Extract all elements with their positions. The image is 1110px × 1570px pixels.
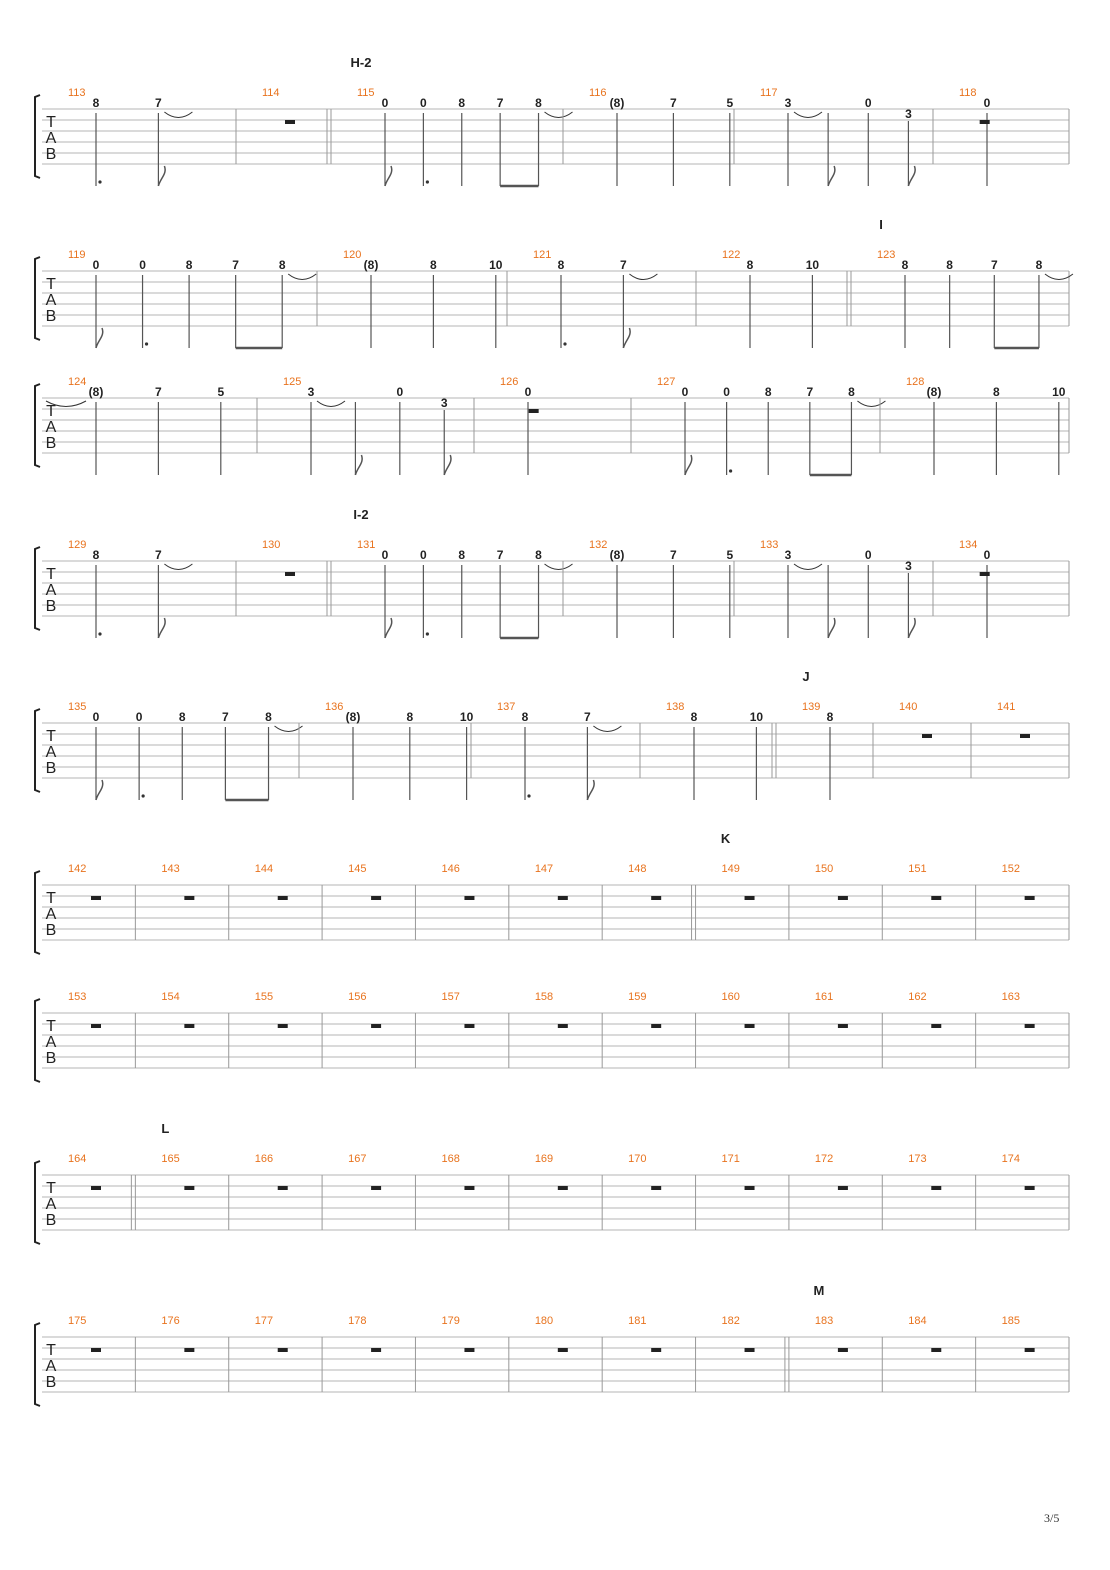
rest-mark: [980, 572, 990, 576]
tab-system: [35, 831, 1069, 954]
fret-number: 0: [381, 96, 389, 110]
measure-number: 128: [906, 376, 925, 388]
rest-mark: [651, 1024, 661, 1028]
measure-number: 171: [721, 1153, 740, 1165]
measure-number: 122: [722, 249, 741, 261]
fret-number: (8): [609, 548, 625, 562]
fret-number: 5: [726, 96, 734, 110]
fret-number: 0: [420, 96, 427, 110]
tab-clef-letter: B: [45, 922, 57, 939]
rest-mark: [745, 1186, 755, 1190]
measure-number: 127: [657, 376, 676, 388]
fret-number: (8): [926, 385, 942, 399]
rhythm-dot: [142, 794, 145, 797]
rhythm-dot: [426, 180, 429, 183]
tab-clef-letter: T: [46, 403, 56, 420]
fret-number: 7: [496, 96, 504, 110]
rhythm-dot: [145, 342, 148, 345]
measure-number: 117: [760, 87, 778, 99]
rest-mark: [184, 1348, 194, 1352]
rhythm-dot: [98, 180, 101, 183]
measure-number: 172: [814, 1153, 834, 1165]
tie-arc: [794, 564, 822, 570]
measure-number: 142: [68, 863, 87, 875]
fret-number: 7: [990, 258, 998, 272]
tab-clef-letter: B: [45, 1374, 57, 1391]
fret-number: 3: [905, 559, 912, 573]
fret-number: 3: [440, 396, 448, 410]
measure-number: 149: [721, 863, 740, 875]
measure-number: 133: [760, 539, 779, 551]
system-bracket: [35, 1161, 40, 1244]
fret-number: 8: [557, 258, 565, 272]
rest-mark: [278, 1186, 288, 1190]
measure-number: 163: [1001, 991, 1020, 1003]
tab-clef-letter: B: [45, 598, 57, 615]
tab-clef-letter: T: [46, 1342, 56, 1359]
note-flag: [685, 455, 692, 475]
system-bracket: [35, 95, 40, 178]
measure-number: 161: [814, 991, 834, 1003]
rest-mark: [931, 1024, 941, 1028]
rhythm-dot: [98, 632, 101, 635]
rest-mark: [464, 1186, 474, 1190]
tab-clef-letter: T: [46, 114, 56, 131]
measure-number: 145: [348, 863, 367, 875]
note-flag: [828, 166, 835, 186]
rest-mark: [91, 1186, 101, 1190]
system-bracket: [35, 709, 40, 792]
measure-number: 174: [1001, 1153, 1020, 1165]
measure-number: 146: [441, 863, 460, 875]
rest-mark: [285, 120, 295, 124]
tab-clef-letter: T: [46, 276, 56, 293]
measure-number: 125: [283, 376, 302, 388]
tab-clef-letter: A: [45, 1196, 57, 1213]
measure-number: 141: [997, 701, 1016, 713]
tab-system: [35, 376, 1069, 475]
rest-mark: [91, 1024, 101, 1028]
measure-number: 115: [357, 87, 375, 99]
fret-number: 0: [92, 710, 100, 724]
section-marker: I-2: [353, 507, 369, 522]
measure-number: 144: [254, 863, 274, 875]
fret-number: 8: [848, 385, 855, 399]
measure-number: 168: [441, 1153, 460, 1165]
note-flag: [444, 455, 451, 475]
measure-number: 130: [262, 539, 281, 551]
rest-mark: [745, 1024, 755, 1028]
fret-number: 7: [232, 258, 239, 272]
note-flag: [623, 328, 630, 348]
rest-mark: [371, 896, 381, 900]
rest-mark: [931, 896, 941, 900]
tie-arc: [593, 726, 621, 732]
measure-number: 173: [908, 1153, 927, 1165]
measure-number: 185: [1001, 1315, 1020, 1327]
fret-number: 0: [524, 385, 532, 399]
fret-number: 8: [1035, 258, 1043, 272]
measure-number: 119: [68, 249, 86, 261]
tie-arc: [164, 564, 192, 570]
tab-clef-letter: A: [45, 130, 57, 147]
note-flag: [158, 618, 165, 638]
section-marker: K: [720, 831, 731, 846]
measure-number: 177: [254, 1315, 274, 1327]
note-flag: [828, 618, 835, 638]
fret-number: 3: [905, 107, 912, 121]
measure-number: 126: [500, 376, 519, 388]
fret-number: 0: [135, 710, 143, 724]
fret-number: 7: [155, 385, 162, 399]
rest-mark: [931, 1186, 941, 1190]
fret-number: 7: [670, 96, 677, 110]
tie-arc: [317, 401, 345, 407]
measure-number: 147: [534, 863, 554, 875]
note-flag: [385, 166, 392, 186]
fret-number: 8: [746, 258, 754, 272]
tab-clef-letter: A: [45, 744, 57, 761]
fret-number: 0: [92, 258, 100, 272]
measure-number: 139: [802, 701, 821, 713]
measure-number: 143: [161, 863, 180, 875]
rhythm-dot: [426, 632, 429, 635]
rest-mark: [529, 409, 539, 413]
measure-number: 137: [497, 701, 516, 713]
rest-mark: [184, 1186, 194, 1190]
rest-mark: [184, 896, 194, 900]
rest-mark: [745, 1348, 755, 1352]
system-bracket: [35, 999, 40, 1082]
fret-number: 7: [670, 548, 677, 562]
measure-number: 134: [959, 539, 978, 551]
system-bracket: [35, 871, 40, 954]
fret-number: 8: [430, 258, 437, 272]
tab-system: [35, 55, 1069, 186]
fret-number: (8): [88, 385, 104, 399]
measure-number: 124: [68, 376, 87, 388]
rest-mark: [558, 1024, 568, 1028]
measure-number: 179: [441, 1315, 460, 1327]
fret-number: 0: [864, 548, 872, 562]
measure-number: 153: [68, 991, 87, 1003]
system-bracket: [35, 1323, 40, 1406]
tab-system: [35, 991, 1069, 1082]
measure-number: 151: [908, 863, 927, 875]
fret-number: 3: [784, 548, 792, 562]
measure-number: 181: [628, 1315, 647, 1327]
tie-arc: [545, 564, 573, 570]
fret-number: 8: [92, 548, 100, 562]
fret-number: 0: [681, 385, 689, 399]
section-marker: H-2: [350, 55, 372, 70]
measure-number: 165: [161, 1153, 180, 1165]
fret-number: 0: [420, 548, 427, 562]
rest-mark: [931, 1348, 941, 1352]
fret-number: 10: [749, 710, 764, 724]
fret-number: 8: [265, 710, 272, 724]
measure-number: 182: [721, 1315, 740, 1327]
fret-number: 8: [535, 548, 542, 562]
measure-number: 113: [68, 87, 86, 99]
tab-clef-letter: A: [45, 1358, 57, 1375]
measure-number: 176: [161, 1315, 180, 1327]
fret-number: 8: [946, 258, 953, 272]
system-bracket: [35, 547, 40, 630]
fret-number: (8): [345, 710, 361, 724]
fret-number: 10: [489, 258, 503, 272]
fret-number: 8: [764, 385, 772, 399]
rest-mark: [91, 896, 101, 900]
fret-number: 3: [307, 385, 315, 399]
tab-system: [35, 1121, 1069, 1244]
tie-arc: [545, 112, 573, 118]
tab-system: [35, 507, 1069, 638]
measure-number: 159: [628, 991, 647, 1003]
tie-arc: [288, 274, 316, 280]
measure-number: 121: [533, 249, 552, 261]
tab-system: [35, 669, 1069, 800]
rest-mark: [1025, 1024, 1035, 1028]
fret-number: 8: [92, 96, 100, 110]
measure-number: 123: [877, 249, 896, 261]
tab-clef-letter: B: [45, 308, 57, 325]
rhythm-dot: [563, 342, 566, 345]
tab-clef-letter: A: [45, 1034, 57, 1051]
note-flag: [908, 166, 915, 186]
fret-number: 8: [535, 96, 542, 110]
rest-mark: [184, 1024, 194, 1028]
section-marker: I: [879, 217, 883, 232]
rest-mark: [278, 1348, 288, 1352]
fret-number: 0: [983, 96, 991, 110]
fret-number: 8: [901, 258, 909, 272]
measure-number: 183: [814, 1315, 834, 1327]
fret-number: 7: [222, 710, 229, 724]
measure-number: 155: [254, 991, 274, 1003]
tie-arc: [857, 401, 885, 407]
rest-mark: [464, 1024, 474, 1028]
measure-number: 135: [68, 701, 87, 713]
tie-arc: [794, 112, 822, 118]
fret-number: 8: [185, 258, 193, 272]
measure-number: 138: [666, 701, 685, 713]
measure-number: 184: [908, 1315, 927, 1327]
measure-number: 178: [348, 1315, 367, 1327]
tab-clef-letter: A: [45, 582, 57, 599]
rest-mark: [464, 896, 474, 900]
tab-clef-letter: B: [45, 1050, 57, 1067]
rest-mark: [371, 1024, 381, 1028]
rest-mark: [651, 1348, 661, 1352]
fret-number: 0: [381, 548, 389, 562]
rest-mark: [1025, 1348, 1035, 1352]
measure-number: 132: [589, 539, 608, 551]
rest-mark: [1020, 734, 1030, 738]
fret-number: 7: [620, 258, 627, 272]
tab-clef-letter: B: [45, 760, 57, 777]
tab-system: [35, 217, 1073, 348]
note-flag: [355, 455, 362, 475]
page-number: 3/5: [1044, 1511, 1060, 1525]
note-flag: [587, 780, 594, 800]
rest-mark: [1025, 1186, 1035, 1190]
fret-number: 8: [458, 96, 466, 110]
measure-number: 169: [534, 1153, 554, 1165]
fret-number: 0: [723, 385, 730, 399]
fret-number: 8: [178, 710, 186, 724]
fret-number: 5: [726, 548, 734, 562]
rest-mark: [285, 572, 295, 576]
fret-number: 8: [521, 710, 529, 724]
tab-clef-letter: A: [45, 292, 57, 309]
note-flag: [385, 618, 392, 638]
rest-mark: [838, 1186, 848, 1190]
system-bracket: [35, 257, 40, 340]
fret-number: 8: [278, 258, 286, 272]
measure-number: 160: [721, 991, 740, 1003]
rest-mark: [91, 1348, 101, 1352]
fret-number: 5: [217, 385, 225, 399]
tab-clef-letter: B: [45, 146, 57, 163]
fret-number: (8): [363, 258, 379, 272]
rhythm-dot: [527, 794, 530, 797]
fret-number: 3: [784, 96, 792, 110]
measure-number: 148: [628, 863, 647, 875]
measure-number: 131: [357, 539, 376, 551]
fret-number: 8: [690, 710, 698, 724]
fret-number: 10: [1052, 385, 1066, 399]
tab-clef-letter: T: [46, 1180, 56, 1197]
system-bracket: [35, 384, 40, 467]
fret-number: 8: [458, 548, 466, 562]
rest-mark: [371, 1348, 381, 1352]
measure-number: 156: [348, 991, 367, 1003]
fret-number: 7: [155, 96, 162, 110]
rest-mark: [278, 896, 288, 900]
measure-number: 158: [534, 991, 554, 1003]
rest-mark: [838, 1348, 848, 1352]
note-flag: [908, 618, 915, 638]
measure-number: 140: [899, 701, 918, 713]
fret-number: 10: [805, 258, 820, 272]
rest-mark: [922, 734, 932, 738]
rest-mark: [651, 1186, 661, 1190]
measure-number: 175: [68, 1315, 87, 1327]
measure-number: 116: [589, 87, 607, 99]
fret-number: 7: [496, 548, 504, 562]
rest-mark: [651, 896, 661, 900]
fret-number: 8: [406, 710, 414, 724]
note-flag: [96, 780, 103, 800]
measure-number: 167: [348, 1153, 367, 1165]
section-marker: J: [802, 669, 810, 684]
tab-clef-letter: B: [45, 1212, 57, 1229]
rhythm-dot: [729, 469, 732, 472]
fret-number: 8: [993, 385, 1000, 399]
measure-number: 154: [161, 991, 180, 1003]
tie-arc: [275, 726, 303, 732]
note-flag: [96, 328, 103, 348]
measure-number: 120: [343, 249, 362, 261]
fret-number: 0: [983, 548, 991, 562]
section-marker: L: [161, 1121, 170, 1136]
tie-arc: [629, 274, 657, 280]
tab-clef-letter: A: [45, 906, 57, 923]
tab-clef-letter: T: [46, 1018, 56, 1035]
tab-system: [35, 1283, 1069, 1406]
note-flag: [158, 166, 165, 186]
rest-mark: [464, 1348, 474, 1352]
measure-number: 164: [68, 1153, 87, 1165]
rest-mark: [838, 896, 848, 900]
fret-number: (8): [609, 96, 625, 110]
fret-number: 0: [139, 258, 146, 272]
rest-mark: [278, 1024, 288, 1028]
measure-number: 162: [908, 991, 927, 1003]
fret-number: 7: [806, 385, 814, 399]
rest-mark: [371, 1186, 381, 1190]
fret-number: 7: [155, 548, 162, 562]
tab-clef-letter: A: [45, 419, 57, 436]
rest-mark: [1025, 896, 1035, 900]
measure-number: 114: [262, 87, 280, 99]
section-marker: M: [813, 1283, 825, 1298]
fret-number: 10: [459, 710, 474, 724]
fret-number: 7: [584, 710, 591, 724]
tab-clef-letter: B: [45, 435, 57, 452]
measure-number: 129: [68, 539, 87, 551]
measure-number: 150: [814, 863, 834, 875]
tab-clef-letter: T: [46, 728, 56, 745]
measure-number: 166: [254, 1153, 274, 1165]
rest-mark: [745, 896, 755, 900]
measure-number: 170: [628, 1153, 647, 1165]
measure-number: 136: [325, 701, 344, 713]
rest-mark: [558, 896, 568, 900]
rest-mark: [838, 1024, 848, 1028]
measure-number: 118: [959, 87, 977, 99]
tie-arc: [164, 112, 192, 118]
measure-number: 152: [1001, 863, 1020, 875]
fret-number: 0: [396, 385, 404, 399]
rest-mark: [980, 120, 990, 124]
measure-number: 157: [441, 991, 460, 1003]
fret-number: 8: [826, 710, 834, 724]
fret-number: 0: [864, 96, 872, 110]
measure-number: 180: [534, 1315, 554, 1327]
tab-clef-letter: T: [46, 566, 56, 583]
rest-mark: [558, 1186, 568, 1190]
rest-mark: [558, 1348, 568, 1352]
tab-clef-letter: T: [46, 890, 56, 907]
